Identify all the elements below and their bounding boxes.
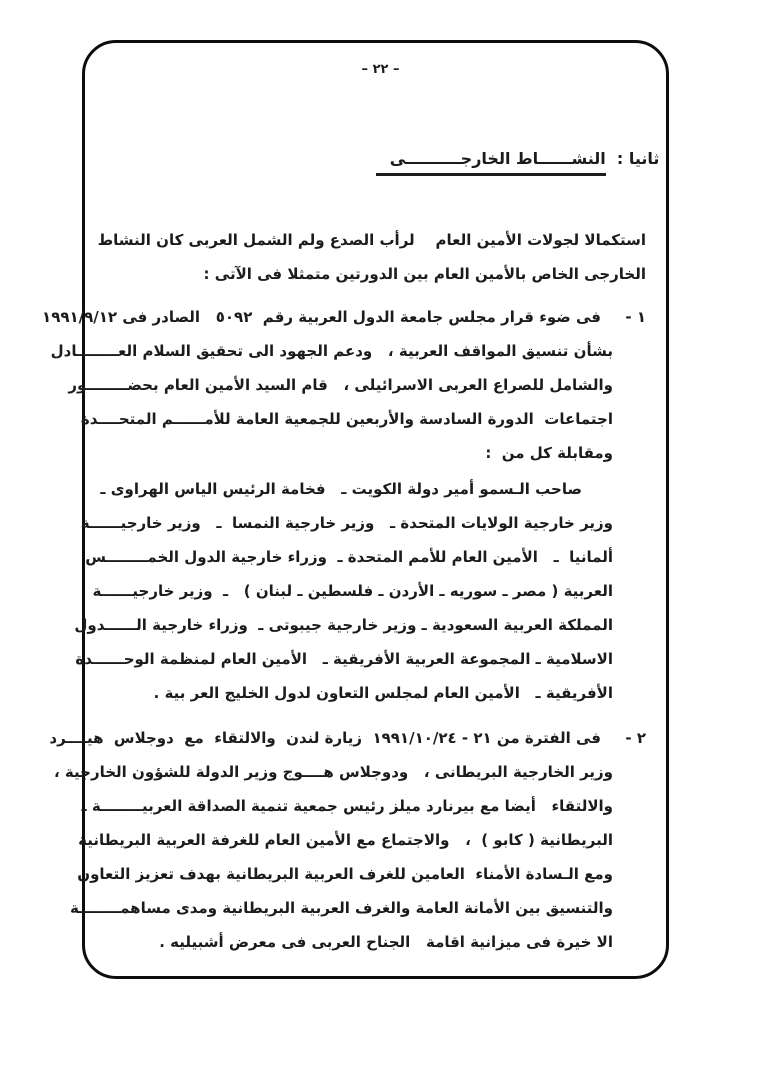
- text-line: بشأن تنسيق المواقف العربية ، ودعم الجهود الى تحقيق السلام العــــــــادل: [50, 342, 613, 360]
- numbered-item-2: [49, 721, 646, 959]
- text-line: ألمانيا ـ الأمين العام للأمم المتحدة ـ وزراء خارجية الدول الخمــــــــس: [85, 548, 613, 566]
- item-first-row: [42, 300, 646, 334]
- text-line: فى الفترة من ٢١ - ١٩٩١/١٠/٢٤ زيارة لندن والالتقاء مع دوجلاس هيــــرد: [49, 729, 601, 747]
- text-line: استكمالا لجولات الأمين العام لرأب الصدع ولم الشمل العربى كان النشاط: [97, 231, 646, 249]
- section-heading-label: ثانيا :: [605, 149, 660, 168]
- text-line: والتنسيق بين الأمانة العامة والغرف العربية البريطانية ومدى مساهمــــــــة: [70, 899, 613, 917]
- text-line: والالتقاء أيضا مع بيرنارد ميلز رئيس جمعية تنمية الصداقة العربيــــــــة ـ: [81, 797, 613, 815]
- text-line: وزير الخارجية البريطانى ، ودوجلاس هــــوج وزير الدولة للشؤون الخارجية ،: [54, 763, 613, 781]
- item-number: ٢ -: [620, 729, 646, 747]
- text-line: وزير خارجية الولايات المتحدة ـ وزير خارجية النمسا ـ وزير خارجيــــــة: [80, 514, 613, 532]
- page-number: – ٢٢ –: [361, 62, 400, 77]
- meetings-list-paragraph: [74, 472, 646, 710]
- item-continuation: [50, 334, 646, 470]
- text-line: فى ضوء قرار مجلس جامعة الدول العربية رقم ٥٠٩٢ الصادر فى ١٩٩١/٩/١٢: [42, 308, 601, 326]
- text-line: البريطانية ( كابو ) ، والاجتماع مع الأمين العام للغرفة العربية البريطانية: [78, 831, 613, 849]
- section-heading-title: النشــــــاط الخارجــــــــــى: [376, 149, 606, 176]
- text-line: ومع الـسادة الأمناء العامين للغرف العربية البريطانية بهدف تعزيز التعاون: [77, 865, 613, 883]
- text-line: العربية ( مصر ـ سوريه ـ الأردن ـ فلسطين ـ لبنان ) ـ وزير خارجيــــــة: [92, 582, 613, 600]
- item-number: ١ -: [620, 308, 646, 326]
- numbered-item-1: [42, 300, 646, 710]
- text-line: المملكة العربية السعودية ـ وزير خارجية جيبوتى ـ وزراء خارجية الــــــدول: [74, 616, 613, 634]
- text-line: الاسلامية ـ المجموعة العربية الأفريقية ـ الأمين العام لمنظمة الوحــــــدة: [75, 650, 613, 668]
- item-first-row: [49, 721, 646, 755]
- text-line: ومقابلة كل من :: [485, 444, 613, 462]
- text-line: صاحب الـسمو أمير دولة الكويت ـ فخامة الرئيس الياس الهراوى ـ: [100, 480, 582, 498]
- item-continuation: [54, 755, 646, 959]
- page-frame: [42, 40, 669, 979]
- text-line: الخارجى الخاص بالأمين العام بين الدورتين متمثلا فى الآتى :: [203, 265, 646, 283]
- intro-paragraph: [97, 223, 646, 291]
- text-line: اجتماعات الدورة السادسة والأربعين للجمعية العامة للأمــــــم المتحــــدة: [80, 410, 613, 428]
- section-heading: [115, 123, 704, 195]
- text-line: الأفريقية ـ الأمين العام لمجلس التعاون لدول الخليج العر بية .: [153, 684, 613, 702]
- text-line: والشامل للصراع العربى الاسرائيلى ، قام السيد الأمين العام بحضــــــــور: [68, 376, 613, 394]
- text-line: الا خيرة فى ميزانية اقامة الجناح العربى فى معرض أشبيليه .: [159, 933, 613, 951]
- page-content: [42, 43, 666, 959]
